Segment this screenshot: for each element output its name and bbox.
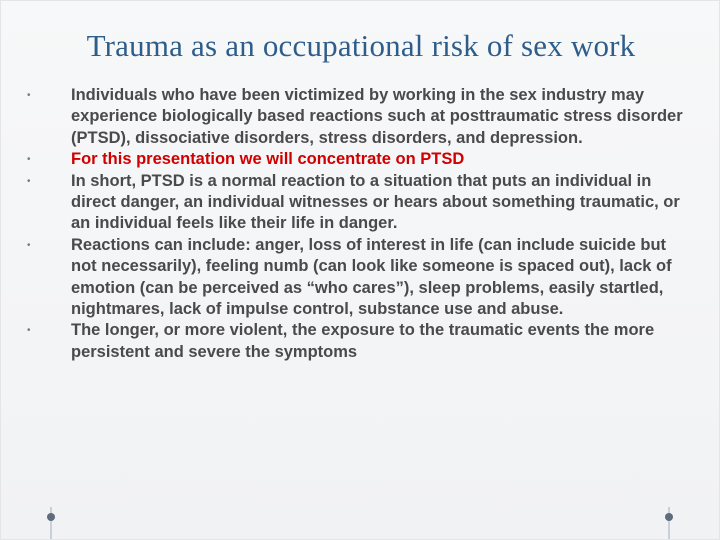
bullet-icon: •: [27, 154, 31, 166]
bullet-item-emphasis: [27, 149, 687, 170]
bullet-icon: •: [27, 325, 31, 337]
bullet-icon: •: [27, 239, 31, 251]
bullet-item: [27, 235, 687, 321]
bullet-text: For this presentation we will concentrate on PTSD: [71, 150, 465, 169]
bullet-icon: •: [27, 175, 31, 187]
corner-line-right: [668, 507, 670, 539]
slide-title: Trauma as an occupational risk of sex work: [86, 28, 636, 63]
bullet-text: In short, PTSD is a normal reaction to a situation that puts an individual in direct danger, an individual witnesses or hears about something traumatic, or an individual feels like their life in danger.: [71, 171, 680, 233]
bullet-item: [27, 320, 687, 363]
bullet-text: Individuals who have been victimized by working in the sex industry may experience biologically based reactions such at posttraumatic stress disorder (PTSD), dissociative disorders, stress disorders, and depression.: [71, 86, 683, 147]
bullet-icon: •: [27, 90, 31, 101]
bullet-item: [27, 171, 687, 235]
bullet-text: Reactions can include: anger, loss of interest in life (can include suicide but not necessarily), feeling numb (can look like someone is spaced out), lack of emotion (can be perceived as “who cares”), sleep problems, easily startled, nightmares, lack of impulse control, substance use and abuse.: [71, 235, 672, 319]
bullet-list: [27, 85, 687, 363]
bullet-text: The longer, or more violent, the exposure to the traumatic events the more persistent and severe the symptoms: [71, 321, 655, 361]
corner-dot-left: [47, 513, 55, 521]
corner-dot-right: [665, 513, 673, 521]
corner-line-left: [50, 507, 52, 539]
bullet-item: [27, 85, 687, 149]
